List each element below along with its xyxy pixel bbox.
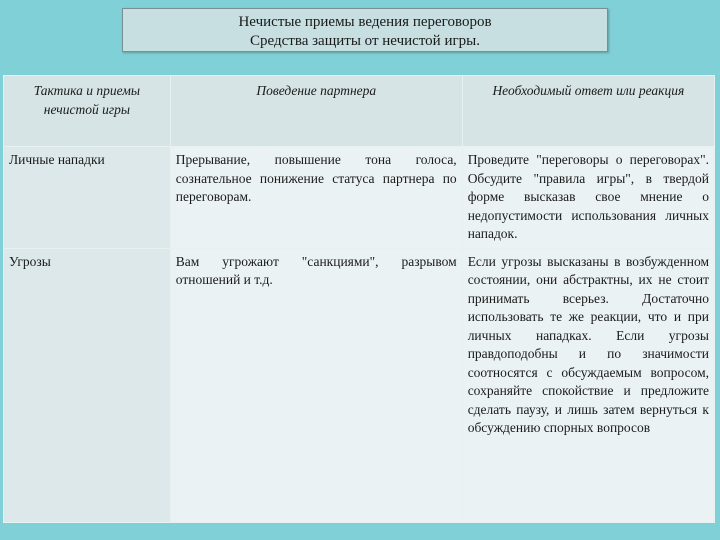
table-row [4,248,715,523]
slide-title [122,8,608,52]
cell-tactic: Угрозы [4,248,171,523]
cell-tactic: Личные нападки [4,147,171,249]
cell-behavior: Прерывание, повышение тона голоса, сознательное понижение статуса партнера по переговорам. [170,147,462,249]
title-line-2: Средства защиты от нечистой игры. [250,33,480,49]
tactics-table [3,75,715,523]
table-row [4,147,715,249]
header-behavior: Поведение партнера [170,76,462,147]
cell-response: Если угрозы высказаны в возбужденном состоянии, они абстрактны, их не стоит принимать всерьез. Достаточно использовать те же реакции, что и при личных нападках. Если угрозы правдоподобны и по значимости соотносятся с обсуждаемым вопросом, сохраняйте спокойствие и предложите сделать паузу, и лишь затем вернуться к обсуждению спорных вопросов [462,248,714,523]
cell-behavior: Вам угрожают "санкциями", разрывом отношений и т.д. [170,248,462,523]
title-line-1: Нечистые приемы ведения переговоров [238,14,492,30]
cell-response: Проведите "переговоры о переговорах". Обсудите "правила игры", в твердой форме высказав свое мнение о недопустимости использования личных нападок. [462,147,714,249]
header-response: Необходимый ответ или реакция [462,76,714,147]
header-tactics: Тактика и приемы нечистой игры [4,76,171,147]
table-header-row [4,76,715,147]
